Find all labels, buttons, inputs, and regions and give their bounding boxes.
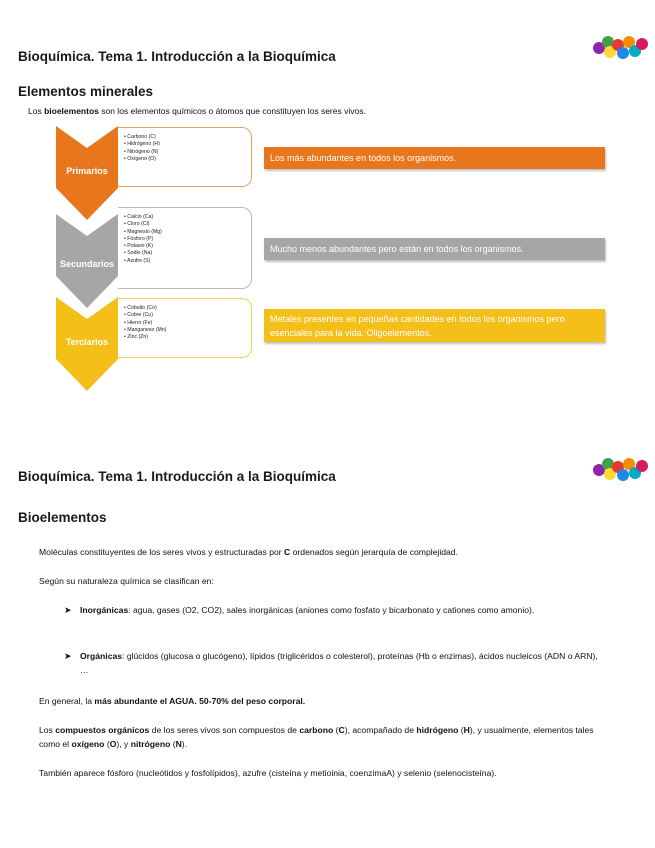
bullet-inorganicas: ➤ Inorgánicas: agua, gases (O2, CO2), sales inorgánicas (aniones como fosfato y bicarbonato y cationes como amonio).: [64, 605, 535, 615]
paragraph-compuestos-organicos: Los compuestos orgánicos de los seres vivos son compuestos de carbono (C), acompañado de hidrógeno (H), y usualmente, elementos tales como el oxígeno (O), y nitrógeno (N).: [39, 725, 594, 749]
chevron-label: Secundarios: [59, 259, 115, 269]
chevron-primarios: [56, 126, 118, 220]
molecules-logo-icon: [591, 32, 649, 60]
list-item: • Sodio (Na): [124, 250, 251, 257]
list-terciarios: [118, 298, 252, 358]
chevron-label: Primarios: [66, 166, 108, 176]
list-item: • Nitrógeno (N): [124, 149, 251, 156]
note-secundarios: Mucho menos abundantes pero están en todos los organismos.: [264, 238, 605, 260]
section-heading: Elementos minerales: [18, 84, 154, 99]
paragraph-agua: En general, la más abundante el AGUA. 50-70% del peso corporal.: [39, 696, 306, 706]
list-item: • Azufre (S): [124, 258, 251, 265]
list-item: • Carbono (C): [124, 134, 251, 141]
slide-bioelementos: [0, 424, 655, 848]
list-item: • Hidrógeno (H): [124, 141, 251, 148]
slide-title: Bioquímica. Tema 1. Introducción a la Bioquímica: [18, 469, 336, 484]
arrow-bullet-icon: ➤: [64, 651, 72, 661]
note-terciarios: Metales presentes en pequeñas cantidades en todos los organismos pero esenciales para la vida. Oligoelementos.: [264, 309, 605, 342]
note-primarios: Los más abundantes en todos los organismos.: [264, 147, 605, 169]
list-item: • Cobre (Cu): [124, 312, 251, 319]
list-secundarios: [118, 207, 252, 289]
list-item: • Zinc (Zn): [124, 334, 251, 341]
bullet-organicas: ➤ Orgánicas: glúcidos (glucosa o glucógeno), lípidos (triglicéridos o colesterol), proteínas (Hb o enzimas), ácidos nucleicos (ADN o ARN), …: [64, 651, 598, 675]
list-item: • Magnesio (Mg): [124, 229, 251, 236]
list-item: • Fósforo (P): [124, 236, 251, 243]
list-item: • Oxígeno (O): [124, 156, 251, 163]
paragraph-moleculas: Moléculas constituyentes de los seres vivos y estructuradas por C ordenados según jerarquía de complejidad.: [39, 547, 458, 557]
list-item: • Potasio (K): [124, 243, 251, 250]
list-item: • Cloro (Cl): [124, 221, 251, 228]
list-item: • Calcio (Ca): [124, 214, 251, 221]
slide-title: Bioquímica. Tema 1. Introducción a la Bioquímica: [18, 49, 336, 64]
list-item: • Cobalto (Co): [124, 305, 251, 312]
arrow-bullet-icon: ➤: [64, 605, 72, 615]
list-primarios: [118, 127, 252, 187]
paragraph-fosforo: También aparece fósforo (nucleótidos y fosfolípidos), azufre (cisteína y metioinia, coenzimaA) y selenio (selenocisteína).: [39, 768, 497, 778]
list-item: • Manganeso (Mn): [124, 327, 251, 334]
chevron-terciarios: [56, 297, 118, 391]
chevron-secundarios: [56, 214, 118, 308]
section-heading: Bioelementos: [18, 510, 107, 525]
molecules-logo-icon: [591, 454, 649, 482]
chevron-label: Terciarios: [65, 337, 109, 347]
list-item: • Hierro (Fe): [124, 320, 251, 327]
paragraph-clasificacion: Según su naturaleza química se clasifican en:: [39, 576, 214, 586]
intro-text: Los bioelementos son los elementos químicos o átomos que constituyen los seres vivos.: [28, 106, 366, 116]
